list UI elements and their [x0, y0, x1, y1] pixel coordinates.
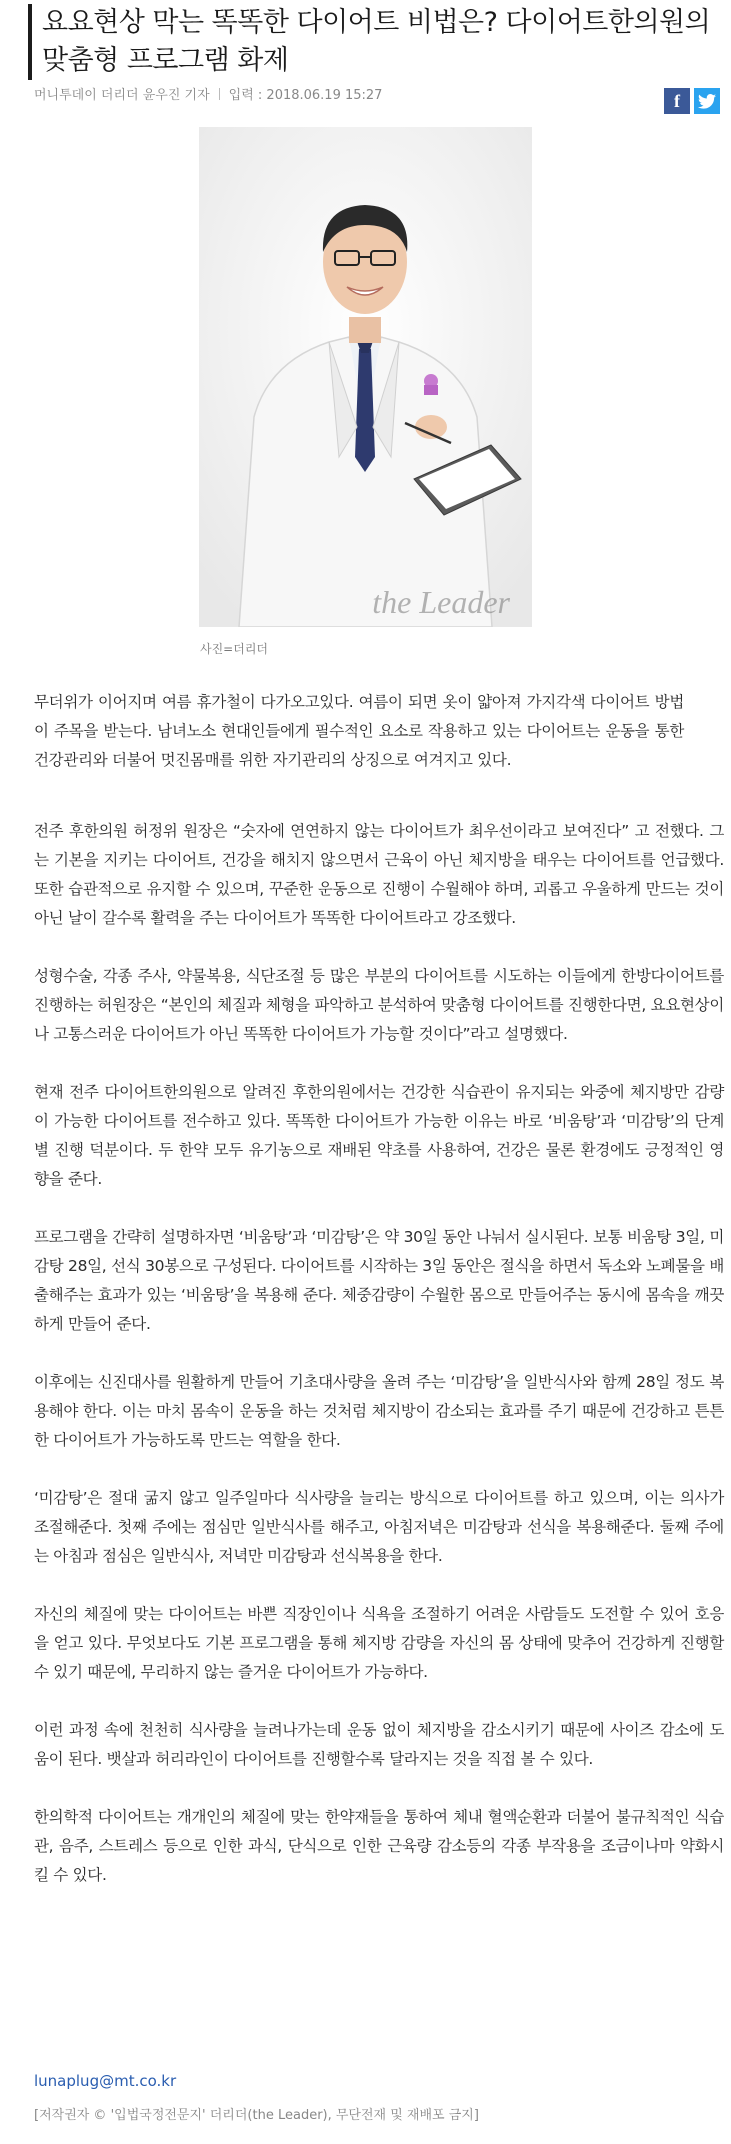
article-date: 입력 : 2018.06.19 15:27 [228, 88, 383, 103]
article-header [28, 4, 731, 80]
twitter-icon [698, 94, 716, 109]
photo-caption: 사진=더리더 [200, 642, 269, 656]
article-body [34, 688, 724, 1919]
article-source: 머니투데이 더리더 윤우진 기자 [34, 88, 210, 103]
article-photo [199, 127, 532, 627]
article-paragraph: 성형수술, 각종 주사, 약물복용, 식단조절 등 많은 부분의 다이어트를 시도하는 이들에게 한방다이어트를 진행하는 허원장은 “본인의 체질과 체형을 파악하고 분석하여 맞춤형 다이어트를 진행한다면, 요요현상이나 고통스러운 다이어트가 아닌 똑똑한 다이어트가 가능할 것이다”라고 설명했다. [34, 967, 724, 1043]
doctor-portrait-illustration [199, 127, 532, 627]
article-paragraph: ‘미감탕’은 절대 굶지 않고 일주일마다 식사량을 늘리는 방식으로 다이어트를 하고 있으며, 이는 의사가 조절해준다. 첫째 주에는 점심만 일반식사를 해주고, 아침저녁은 미감탕과 선식을 복용해준다. 둘째 주에는 아침과 점심은 일반식사, 저녁만 미감탕과 선식복용을 한다. [34, 1489, 724, 1565]
article-title: 요요현상 막는 똑똑한 다이어트 비법은? 다이어트한의원의 맞춤형 프로그램 화제 [42, 7, 711, 76]
article-paragraph: 이런 과정 속에 천천히 식사량을 늘려나가는데 운동 없이 체지방을 감소시키기 때문에 사이즈 감소에 도움이 된다. 뱃살과 허리라인이 다이어트를 진행할수록 달라지는 것을 직접 볼 수 있다. [34, 1721, 724, 1768]
article-paragraph: 이후에는 신진대사를 원활하게 만들어 기초대사량을 올려 주는 ‘미감탕’을 일반식사와 함께 28일 정도 복용해야 한다. 이는 마치 몸속이 운동을 하는 것처럼 체지방이 감소되는 효과를 주기 때문에 건강하고 튼튼한 다이어트가 가능하도록 만드는 역할을 한다. [34, 1373, 724, 1449]
facebook-icon: f [674, 90, 680, 111]
facebook-share-button[interactable] [664, 88, 690, 114]
article-paragraph: 프로그램을 간략히 설명하자면 ‘비움탕’과 ‘미감탕’은 약 30일 동안 나눠서 실시된다. 보통 비움탕 3일, 미감탕 28일, 선식 30봉으로 구성된다. 다이어트를 시작하는 3일 동안은 절식을 하면서 독소와 노폐물을 배출해주는 효과가 있는 ‘비움탕’을 복용해 준다. 체중감량이 수월한 몸으로 만들어주는 동시에 몸속을 깨끗하게 만들어 준다. [34, 1228, 724, 1333]
article-paragraph: 무더위가 이어지며 여름 휴가철이 다가오고있다. 여름이 되면 옷이 얇아져 가지각색 다이어트 방법이 주목을 받는다. 남녀노소 현대인들에게 필수적인 요소로 작용하고 있는 다이어트는 운동을 통한 건강관리와 더불어 멋진몸매를 위한 자기관리의 상징으로 여겨지고 있다. [34, 693, 684, 769]
article-paragraph: 현재 전주 다이어트한의원으로 알려진 후한의원에서는 건강한 식습관이 유지되는 와중에 체지방만 감량이 가능한 다이어트를 전수하고 있다. 똑똑한 다이어트가 가능한 이유는 바로 ‘비움탕’과 ‘미감탕’의 단계별 진행 덕분이다. 두 한약 모두 유기농으로 재배된 약초를 사용하여, 건강은 물론 환경에도 긍정적인 영향을 준다. [34, 1083, 724, 1188]
meta-divider [219, 88, 220, 100]
article-paragraph: 전주 후한의원 허정위 원장은 “숫자에 연연하지 않는 다이어트가 최우선이라고 보여진다” 고 전했다. 그는 기본을 지키는 다이어트, 건강을 해치지 않으면서 근육이 아닌 체지방을 태우는 다이어트를 언급했다. 또한 습관적으로 유지할 수 있으며, 꾸준한 운동으로 진행이 수월해야 하며, 괴롭고 우울하게 만드는 것이 아닌 날이 갈수록 활력을 주는 다이어트가 똑똑한 다이어트라고 강조했다. [34, 822, 724, 927]
article-paragraph: 자신의 체질에 맞는 다이어트는 바쁜 직장인이나 식욕을 조절하기 어려운 사람들도 도전할 수 있어 호응을 얻고 있다. 무엇보다도 기본 프로그램을 통해 체지방 감량을 자신의 몸 상태에 맞추어 건강하게 진행할 수 있기 때문에, 무리하지 않는 즐거운 다이어트가 가능하다. [34, 1605, 724, 1681]
reporter-email-link[interactable]: lunaplug@mt.co.kr [34, 2072, 177, 2090]
photo-watermark: the Leader [372, 584, 510, 620]
article-paragraph: 한의학적 다이어트는 개개인의 체질에 맞는 한약재들을 통하여 체내 혈액순환과 더불어 불규칙적인 식습관, 음주, 스트레스 등으로 인한 과식, 단식으로 인한 근육량 감소등의 각종 부작용을 조금이나마 약화시킬 수 있다. [34, 1808, 724, 1884]
article-meta [34, 84, 382, 103]
twitter-share-button[interactable] [694, 88, 720, 114]
copyright-notice: [저작권자 © '입법국정전문지' 더리더(the Leader), 무단전재 및 재배포 금지] [34, 2108, 479, 2123]
